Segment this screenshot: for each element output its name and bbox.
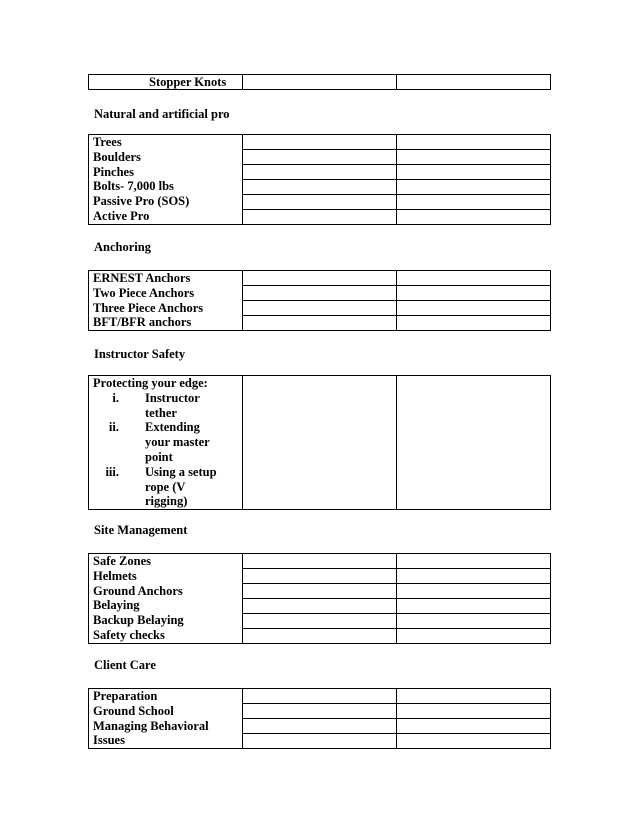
blank-cell xyxy=(243,614,397,629)
list-item: Backup Belaying xyxy=(93,613,184,628)
blank-cell xyxy=(243,165,397,180)
site-management-table xyxy=(88,553,551,644)
instructor-safety-cell xyxy=(89,376,243,510)
list-number: ii. xyxy=(108,420,119,435)
stopper-knots-table xyxy=(88,74,551,90)
stopper-knots-label: Stopper Knots xyxy=(149,75,227,89)
blank-cell xyxy=(397,301,551,316)
blank-cell xyxy=(397,734,551,749)
blank-cell xyxy=(397,629,551,644)
list-item: ERNEST Anchors xyxy=(93,271,191,285)
blank-cell xyxy=(397,271,551,286)
list-item: Pinches xyxy=(93,164,134,179)
blank-cell xyxy=(243,704,397,719)
instructor-safety-table xyxy=(88,375,551,510)
blank-cell xyxy=(397,135,551,150)
natural-pro-list-cell xyxy=(89,135,243,225)
instructor-safety-sublist xyxy=(89,391,242,509)
table-row xyxy=(89,554,551,569)
blank-cell xyxy=(243,554,397,569)
blank-cell xyxy=(397,719,551,734)
blank-cell xyxy=(397,210,551,225)
list-item: Helmets xyxy=(93,568,137,583)
list-item: Three Piece Anchors xyxy=(93,300,204,315)
blank-cell xyxy=(397,150,551,165)
table-row xyxy=(89,376,551,510)
blank-cell xyxy=(243,629,397,644)
blank-cell xyxy=(243,135,397,150)
list-text: Extending your master point xyxy=(145,420,210,464)
site-management-heading: Site Management xyxy=(94,523,188,537)
site-management-list-cell xyxy=(89,554,243,644)
blank-cell xyxy=(397,286,551,301)
blank-cell xyxy=(243,210,397,225)
list-item xyxy=(89,465,242,509)
list-text: Instructor tether xyxy=(145,390,200,420)
blank-cell xyxy=(243,301,397,316)
anchoring-list-cell xyxy=(89,271,243,331)
list-text: Using a setup rope (V rigging) xyxy=(145,464,217,509)
blank-cell xyxy=(243,271,397,286)
blank-cell xyxy=(243,734,397,749)
blank-cell xyxy=(397,584,551,599)
list-item: Safe Zones xyxy=(93,554,151,568)
natural-pro-table xyxy=(88,134,551,225)
blank-cell xyxy=(243,689,397,704)
anchoring-heading: Anchoring xyxy=(94,240,151,254)
list-item xyxy=(89,391,242,421)
list-item: Belaying xyxy=(93,598,140,613)
blank-cell xyxy=(397,569,551,584)
blank-cell xyxy=(397,180,551,195)
blank-cell xyxy=(397,554,551,569)
list-item: Safety checks xyxy=(93,627,165,642)
list-number: i. xyxy=(112,390,119,405)
table-row xyxy=(89,135,551,150)
blank-cell xyxy=(243,316,397,331)
client-care-heading: Client Care xyxy=(94,658,156,672)
blank-cell xyxy=(243,75,397,90)
list-item: Trees xyxy=(93,135,122,149)
list-item: Two Piece Anchors xyxy=(93,285,195,300)
table-row xyxy=(89,75,551,90)
natural-pro-heading: Natural and artificial pro xyxy=(94,107,230,121)
blank-cell xyxy=(397,165,551,180)
blank-cell xyxy=(397,195,551,210)
blank-cell xyxy=(243,584,397,599)
list-item: Preparation xyxy=(93,689,158,703)
table-row xyxy=(89,271,551,286)
blank-cell xyxy=(243,376,397,510)
list-item: BFT/BFR anchors xyxy=(93,315,192,330)
list-item: Ground School xyxy=(93,703,174,718)
blank-cell xyxy=(243,599,397,614)
blank-cell xyxy=(243,150,397,165)
list-item: Managing Behavioral Issues xyxy=(93,718,209,748)
client-care-list-cell xyxy=(89,689,243,749)
blank-cell xyxy=(397,599,551,614)
list-number: iii. xyxy=(105,464,119,479)
blank-cell xyxy=(243,180,397,195)
list-item: Ground Anchors xyxy=(93,583,183,598)
blank-cell xyxy=(243,719,397,734)
instructor-safety-heading: Instructor Safety xyxy=(94,347,186,361)
list-item xyxy=(89,420,242,464)
blank-cell xyxy=(397,316,551,331)
blank-cell xyxy=(397,689,551,704)
list-item: Passive Pro (SOS) xyxy=(93,194,190,209)
stopper-knots-cell xyxy=(89,75,243,90)
blank-cell xyxy=(397,614,551,629)
blank-cell xyxy=(397,704,551,719)
list-item: Bolts- 7,000 lbs xyxy=(93,179,174,194)
blank-cell xyxy=(243,569,397,584)
blank-cell xyxy=(397,376,551,510)
blank-cell xyxy=(243,195,397,210)
blank-cell xyxy=(243,286,397,301)
table-row xyxy=(89,689,551,704)
list-item: Active Pro xyxy=(93,208,150,223)
list-item: Boulders xyxy=(93,149,141,164)
blank-cell xyxy=(397,75,551,90)
client-care-table xyxy=(88,688,551,749)
instructor-safety-intro: Protecting your edge: xyxy=(93,376,208,390)
anchoring-table xyxy=(88,270,551,331)
